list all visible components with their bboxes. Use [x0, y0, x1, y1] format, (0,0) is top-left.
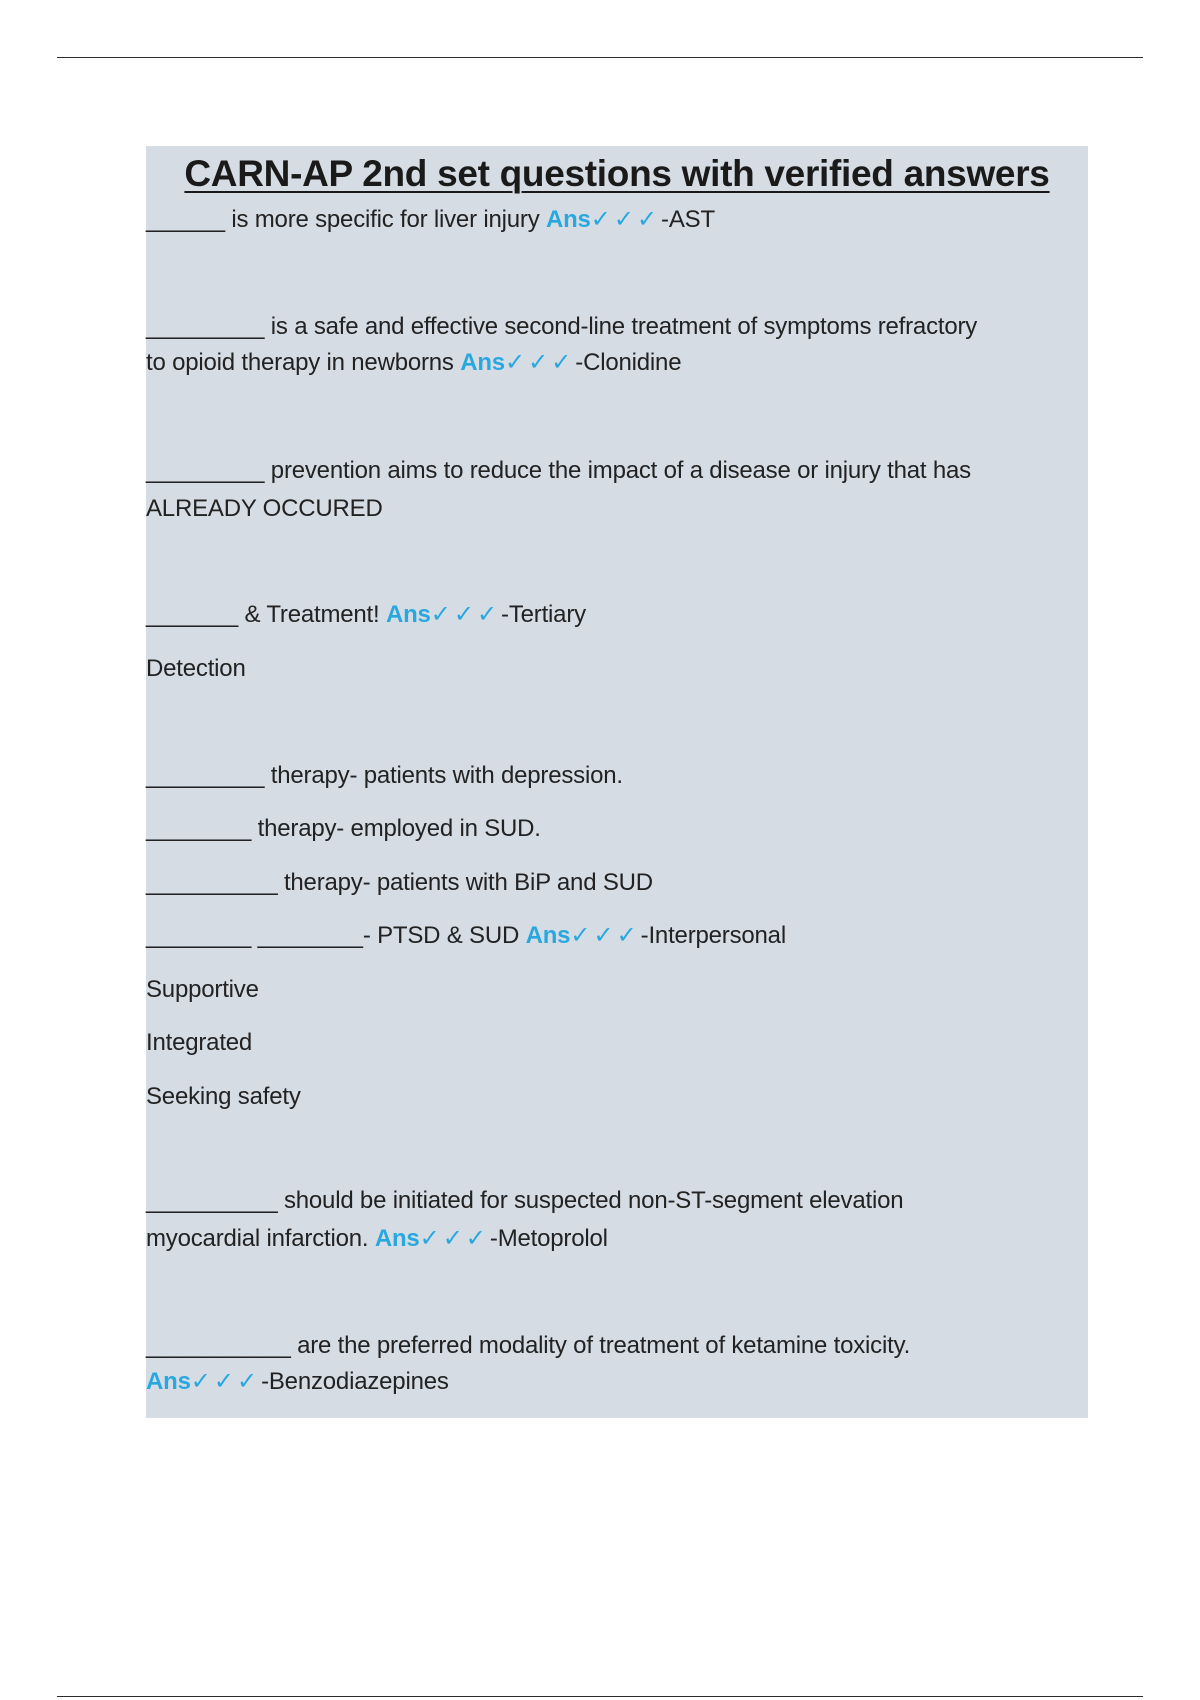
question-3-line-1	[146, 452, 1086, 489]
question-4-answer: -Tertiary	[501, 601, 586, 628]
check-marks-icon: ✓✓✓	[190, 1368, 261, 1395]
check-marks-icon: ✓✓✓	[590, 206, 661, 233]
footer-rule	[57, 1696, 1143, 1697]
question-4-extra	[146, 650, 1086, 687]
ans-label: Ans	[460, 349, 505, 376]
question-3-text: _________ prevention aims to reduce the impact of a disease or injury that has	[146, 457, 971, 484]
question-5-extra-text-2: Integrated	[146, 1029, 253, 1056]
question-7-line-1	[146, 1327, 1086, 1364]
question-5-text-1: _________ therapy- patients with depression.	[146, 762, 623, 789]
question-3-line-2	[146, 490, 1086, 527]
question-5-extra-text-1: Supportive	[146, 976, 259, 1003]
question-5-text-2: ________ therapy- employed in SUD.	[146, 815, 541, 842]
question-7-answer: -Benzodiazepines	[261, 1368, 449, 1395]
question-5-text-3: __________ therapy- patients with BiP and SUD	[146, 869, 653, 896]
question-2-text: _________ is a safe and effective second-line treatment of symptoms refractory	[146, 313, 978, 340]
ans-label: Ans	[525, 922, 571, 949]
question-1-answer: -AST	[661, 206, 715, 233]
question-4-text: _______ & Treatment!	[146, 601, 386, 628]
qa-content-block	[146, 146, 1088, 1418]
question-4-extra-text: Detection	[146, 655, 246, 682]
question-5-text-4: ________ ________- PTSD & SUD	[146, 922, 526, 949]
question-2-answer: -Clonidine	[575, 349, 682, 376]
question-6-line-2	[146, 1220, 1086, 1257]
check-marks-icon: ✓✓✓	[419, 1225, 489, 1252]
question-5-line-3	[146, 864, 1086, 901]
question-5-extra-1	[146, 971, 1086, 1008]
question-7-line-2	[146, 1363, 1086, 1400]
question-6-answer: -Metoprolol	[489, 1225, 608, 1252]
question-4-line-1	[146, 596, 1086, 633]
question-6-text: __________ should be initiated for suspected non-ST-segment elevation	[146, 1187, 904, 1214]
question-5-extra-text-3: Seeking safety	[146, 1083, 301, 1110]
question-3-text-cont: ALREADY OCCURED	[146, 495, 383, 522]
ans-label: Ans	[385, 601, 431, 628]
check-marks-icon: ✓✓✓	[570, 922, 640, 949]
question-6-line-1	[146, 1182, 1086, 1219]
question-5-answer: -Interpersonal	[640, 922, 786, 949]
question-7-text: ___________ are the preferred modality of treatment of ketamine toxicity.	[146, 1332, 911, 1359]
question-1-text: ______ is more specific for liver injury	[146, 206, 546, 233]
ans-label: Ans	[146, 1368, 191, 1395]
question-5-extra-3	[146, 1078, 1086, 1115]
header-rule	[57, 57, 1143, 58]
question-2-line-1	[146, 308, 1086, 345]
question-5-line-2	[146, 810, 1086, 847]
question-5-line-1	[146, 757, 1086, 794]
question-1-line-1	[146, 201, 1086, 238]
question-5-line-4	[146, 917, 1086, 954]
check-marks-icon: ✓✓✓	[504, 349, 575, 376]
question-2-line-2	[146, 344, 1086, 381]
question-2-text-cont: to opioid therapy in newborns	[146, 349, 461, 376]
check-marks-icon: ✓✓✓	[430, 601, 501, 628]
page-title: CARN-AP 2nd set questions with verified answers	[184, 153, 1050, 194]
ans-label: Ans	[545, 206, 591, 233]
question-6-text-cont: myocardial infarction.	[146, 1225, 375, 1252]
ans-label: Ans	[374, 1225, 420, 1252]
question-5-extra-2	[146, 1024, 1086, 1061]
